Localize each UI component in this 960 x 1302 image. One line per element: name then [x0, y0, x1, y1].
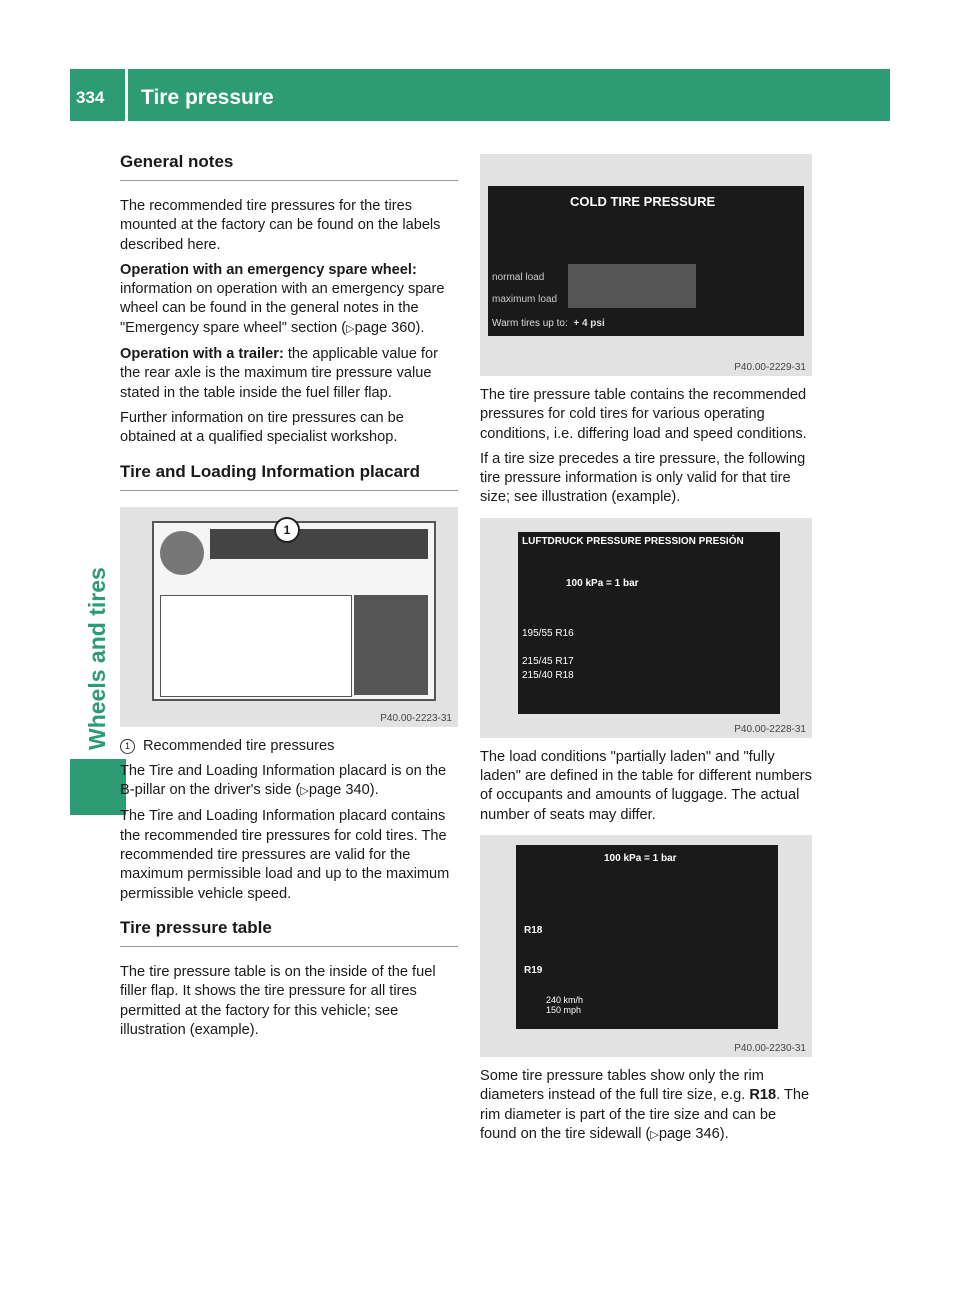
warm-tires-label: Warm tires up to: + 4 psi [492, 318, 605, 329]
trailer-text: the applicable value for the rear axle is the maximum tire pressure value stated in the table inside the fuel filler flap. [120, 346, 438, 401]
trailer-paragraph [120, 345, 458, 403]
normal-load-label: normal load [492, 272, 545, 283]
tire-size-2: 215/45 R17 [522, 655, 574, 667]
placard-image [152, 521, 436, 701]
general-notes-heading: General notes [120, 152, 458, 181]
placard-p1 [120, 762, 458, 802]
right-p2: If a tire size precedes a tire pressure, the following tire pressure information is only valid for that tire size; see illustration (example). [480, 450, 806, 506]
left-column [120, 152, 458, 1046]
placard-title-band [210, 529, 428, 559]
general-notes-p1: The recommended tire pressures for the tires mounted at the factory can be found on the labels described here. [120, 198, 441, 253]
placard-owners-manual-box [354, 595, 428, 695]
spare-wheel-text: information on operation with an emergency spare wheel can be found in the general notes in the "Emergency spare wheel" section ( [120, 281, 445, 336]
tire-size-3: 215/40 R18 [522, 669, 574, 681]
tire-pressure-table-p1: The tire pressure table is on the inside of the fuel filler flap. It shows the tire pressure for all tires permitted at the factory for this vehicle; see illustration (example). [120, 963, 436, 1038]
placard-page-ref[interactable]: page 340 [308, 782, 370, 799]
spare-wheel-page-ref[interactable]: page 360 [354, 319, 416, 336]
page-ref-arrow-icon: ▷ [650, 1128, 659, 1141]
callout-text: Recommended tire pressures [143, 737, 335, 754]
rim-r19: R19 [524, 964, 543, 976]
page-number: 334 [76, 88, 105, 107]
placard-figure [120, 507, 458, 727]
placard-p2: The Tire and Loading Information placard contains the recommended tire pressures for cold tires. The recommended tire pressures are valid for the maximum permissible load and up to the maximum permissible vehicle speed. [120, 808, 450, 902]
rim-label-image [516, 845, 778, 1029]
right-p4-page-ref[interactable]: page 346 [658, 1125, 720, 1142]
pressure-values-block [568, 264, 696, 308]
rim-speed: 240 km/h 150 mph [546, 994, 584, 1015]
max-load-label: maximum load [492, 294, 558, 305]
placard-table [160, 595, 352, 697]
callout-1-marker: 1 [274, 517, 300, 543]
luftdruck-figure [480, 518, 812, 738]
cold-tire-label-image [488, 186, 804, 336]
placard-p1-text: The Tire and Loading Information placard is on the B-pillar on the driver's side ( [120, 762, 447, 799]
side-tab-marker [70, 759, 126, 815]
right-p1: The tire pressure table contains the recommended pressures for cold tires for various operating conditions, i.e. differing load and speed conditions. [480, 387, 807, 442]
spare-wheel-bold: Operation with an emergency spare wheel: [120, 261, 417, 278]
fig1-code: P40.00-2229-31 [734, 362, 806, 373]
fig3-code: P40.00-2230-31 [734, 1042, 806, 1054]
general-notes-p4: Further information on tire pressures can be obtained at a qualified specialist workshop. [120, 409, 404, 446]
luftdruck-title: LUFTDRUCK PRESSURE PRESSION PRESIÓN [522, 535, 744, 547]
right-p3: The load conditions "partially laden" and "fully laden" are defined in the table for different numbers of occupants and amounts of luggage. The actual number of seats may differ. [480, 748, 812, 823]
luftdruck-unit: 100 kPa = 1 bar [566, 577, 639, 589]
fig2-code: P40.00-2228-31 [734, 723, 806, 735]
page-ref-arrow-icon: ▷ [346, 322, 355, 335]
side-tab-label: Wheels and tires [84, 567, 110, 750]
rim-r18: R18 [524, 924, 543, 936]
page-ref-arrow-icon: ▷ [300, 785, 309, 798]
trailer-bold: Operation with a trailer: [120, 346, 284, 363]
callout-legend [120, 737, 458, 756]
right-p4-text: Some tire pressure tables show only the rim diameters instead of the full tire size, e.g. [480, 1067, 764, 1104]
rim-diameter-figure [480, 835, 812, 1057]
cold-tire-pressure-figure [480, 154, 812, 376]
rim-unit: 100 kPa = 1 bar [604, 852, 677, 864]
luftdruck-label-image [518, 532, 780, 714]
placard-figure-code: P40.00-2223-31 [380, 712, 452, 724]
header-divider [125, 69, 128, 121]
spare-wheel-paragraph [120, 261, 458, 339]
chapter-title: Tire pressure [141, 86, 274, 109]
right-p4 [480, 1067, 812, 1145]
right-column [480, 152, 812, 1151]
placard-heading: Tire and Loading Information placard [120, 462, 458, 491]
cold-tire-title: COLD TIRE PRESSURE [570, 194, 716, 209]
right-p4-mid: . The rim diameter is part of the tire size and can be found on the tire sidewall ( [480, 1087, 810, 1142]
placard-p1-end: ). [369, 782, 379, 799]
spare-wheel-end: ). [415, 319, 425, 336]
tire-size-1: 195/55 R16 [522, 627, 574, 639]
tire-pressure-table-heading: Tire pressure table [120, 918, 458, 947]
wheel-icon [160, 531, 204, 575]
callout-number: 1 [120, 739, 135, 754]
right-p4-bold: R18 [749, 1087, 777, 1104]
right-p4-end: ). [719, 1125, 729, 1142]
